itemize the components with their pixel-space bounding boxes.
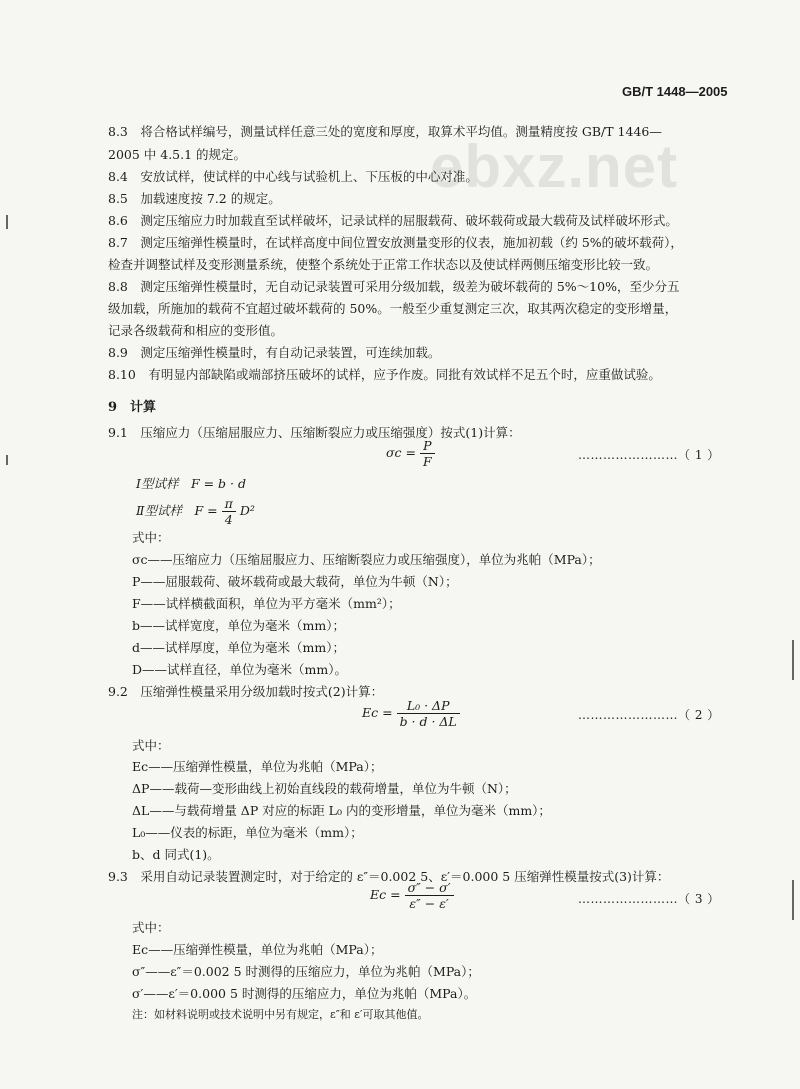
scan-edge-mark-left: [6, 455, 8, 465]
definition-1: σc——压缩应力（压缩屈服应力、压缩断裂应力或压缩强度），单位为兆帕（MPa）；: [132, 552, 601, 567]
formula-1-numerator: P: [420, 438, 435, 454]
definition-1: F——试样横截面积，单位为平方毫米（mm²）；: [132, 596, 401, 611]
scan-edge-mark-right: [792, 640, 794, 680]
clause-8-6: 8.6 测定压缩应力时加载直至试样破坏，记录试样的屈服载荷、破坏载荷或最大载荷及试样破坏形式。: [108, 213, 678, 228]
clause-9-1-intro: 9.1 压缩应力（压缩屈服应力、压缩断裂应力或压缩强度）按式(1)计算：: [108, 425, 521, 440]
clause-8-8: 8.8 测定压缩弹性模量时，无自动记录装置可采用分级加载，级差为破坏载荷的 5%～10%，至少分五: [108, 279, 680, 294]
definition-2: ΔL——与载荷增量 ΔP 对应的标距 L₀ 内的变形增量，单位为毫米（mm）；: [132, 803, 551, 818]
clause-9-3-intro: 9.3 采用自动记录装置测定时，对于给定的 ε″＝0.002 5、ε′＝0.000 5 压缩弹性模量按式(3)计算：: [108, 869, 670, 884]
clause-8-3: 8.3 将合格试样编号，测量试样任意三处的宽度和厚度，取算术平均值。测量精度按 GB/T 1446—: [108, 124, 662, 139]
formula-2-numerator: L₀ · ΔP: [397, 698, 460, 714]
definition-2: L₀——仪表的标距，单位为毫米（mm）；: [132, 825, 363, 840]
clause-8-5: 8.5 加载速度按 7.2 的规定。: [108, 191, 281, 206]
definition-2: Ec——压缩弹性模量，单位为兆帕（MPa）；: [132, 759, 383, 774]
clause-8-3-cont: 2005 中 4.5.1 的规定。: [108, 147, 247, 162]
equation-number-2: ……………………（ 2 ）: [578, 708, 720, 722]
type2-area: [136, 496, 255, 527]
formula-3: [370, 880, 454, 911]
clause-8-10: 8.10 有明显内部缺陷或端部挤压破坏的试样，应予作废。同批有效试样不足五个时，应重做试验。: [108, 367, 661, 382]
formula-3-denominator: ε″ − ε′: [409, 896, 449, 911]
formula-3-numerator: σ″ − σ′: [405, 880, 454, 896]
type2-suffix: D²: [239, 503, 255, 518]
definition-2: b、d 同式(1)。: [132, 847, 220, 862]
definition-1: d——试样厚度，单位为毫米（mm）；: [132, 640, 345, 655]
where-label-3: 式中：: [132, 920, 170, 935]
definition-2: ΔP——载荷—变形曲线上初始直线段的载荷增量，单位为牛顿（N）；: [132, 781, 517, 796]
definition-1: D——试样直径，单位为毫米（mm）。: [132, 662, 347, 677]
type2-prefix: Ⅱ型试样 F =: [136, 503, 218, 518]
clause-8-8-cont: 记录各级载荷和相应的变形值。: [108, 323, 284, 338]
watermark: ebxz.net: [430, 133, 679, 200]
standard-code: GB/T 1448—2005: [622, 84, 728, 99]
definition-1: P——屈服载荷、破坏载荷或最大载荷，单位为牛顿（N）；: [132, 574, 458, 589]
type2-denominator: 4: [224, 512, 233, 527]
definition-3: Ec——压缩弹性模量，单位为兆帕（MPa）；: [132, 942, 383, 957]
type2-numerator: π: [222, 496, 236, 512]
formula-2: [362, 698, 460, 729]
scan-edge-mark-left: [6, 215, 8, 229]
clause-8-8-cont: 级加载，所施加的载荷不宜超过破坏载荷的 50%。一般至少重复测定三次，取其两次稳定的变形增量，: [108, 301, 678, 316]
clause-8-7-cont: 检查并调整试样及变形测量系统，使整个系统处于正常工作状态以及使试样两侧压缩变形比较一致。: [108, 257, 659, 272]
formula-3-fraction: [405, 880, 454, 911]
formula-1-fraction: [420, 438, 435, 469]
definition-3: σ″——ε″＝0.002 5 时测得的压缩应力，单位为兆帕（MPa）；: [132, 964, 480, 979]
definition-3: σ′——ε′＝0.000 5 时测得的压缩应力，单位为兆帕（MPa）。: [132, 986, 477, 1001]
note: 注：如材料说明或技术说明中另有规定，ε″和 ε′可取其他值。: [132, 1008, 429, 1021]
clause-8-9: 8.9 测定压缩弹性模量时，有自动记录装置，可连续加载。: [108, 345, 441, 360]
equation-number-3: ……………………（ 3 ）: [578, 892, 720, 906]
scan-edge-mark-right: [792, 880, 794, 920]
formula-3-lhs: Ec =: [370, 887, 401, 902]
type1-area: Ⅰ型试样 F = b · d: [136, 476, 246, 491]
section-9-title: 9 计算: [108, 400, 157, 415]
formula-2-fraction: [397, 698, 460, 729]
formula-1: [386, 438, 435, 469]
where-label-2: 式中：: [132, 738, 170, 753]
where-label-1: 式中：: [132, 530, 170, 545]
formula-2-denominator: b · d · ΔL: [399, 714, 457, 729]
formula-2-lhs: Ec =: [362, 705, 393, 720]
type2-fraction: [222, 496, 236, 527]
formula-1-denominator: F: [422, 454, 432, 469]
clause-9-2-intro: 9.2 压缩弹性模量采用分级加载时按式(2)计算：: [108, 684, 384, 699]
clause-8-4: 8.4 安放试样，使试样的中心线与试验机上、下压板的中心对准。: [108, 169, 478, 184]
equation-number-1: ……………………（ 1 ）: [578, 448, 720, 462]
clause-8-7: 8.7 测定压缩弹性模量时，在试样高度中间位置安放测量变形的仪表，施加初载（约 5%的破坏载荷），: [108, 235, 683, 250]
formula-1-lhs: σc =: [386, 445, 416, 460]
definition-1: b——试样宽度，单位为毫米（mm）；: [132, 618, 345, 633]
